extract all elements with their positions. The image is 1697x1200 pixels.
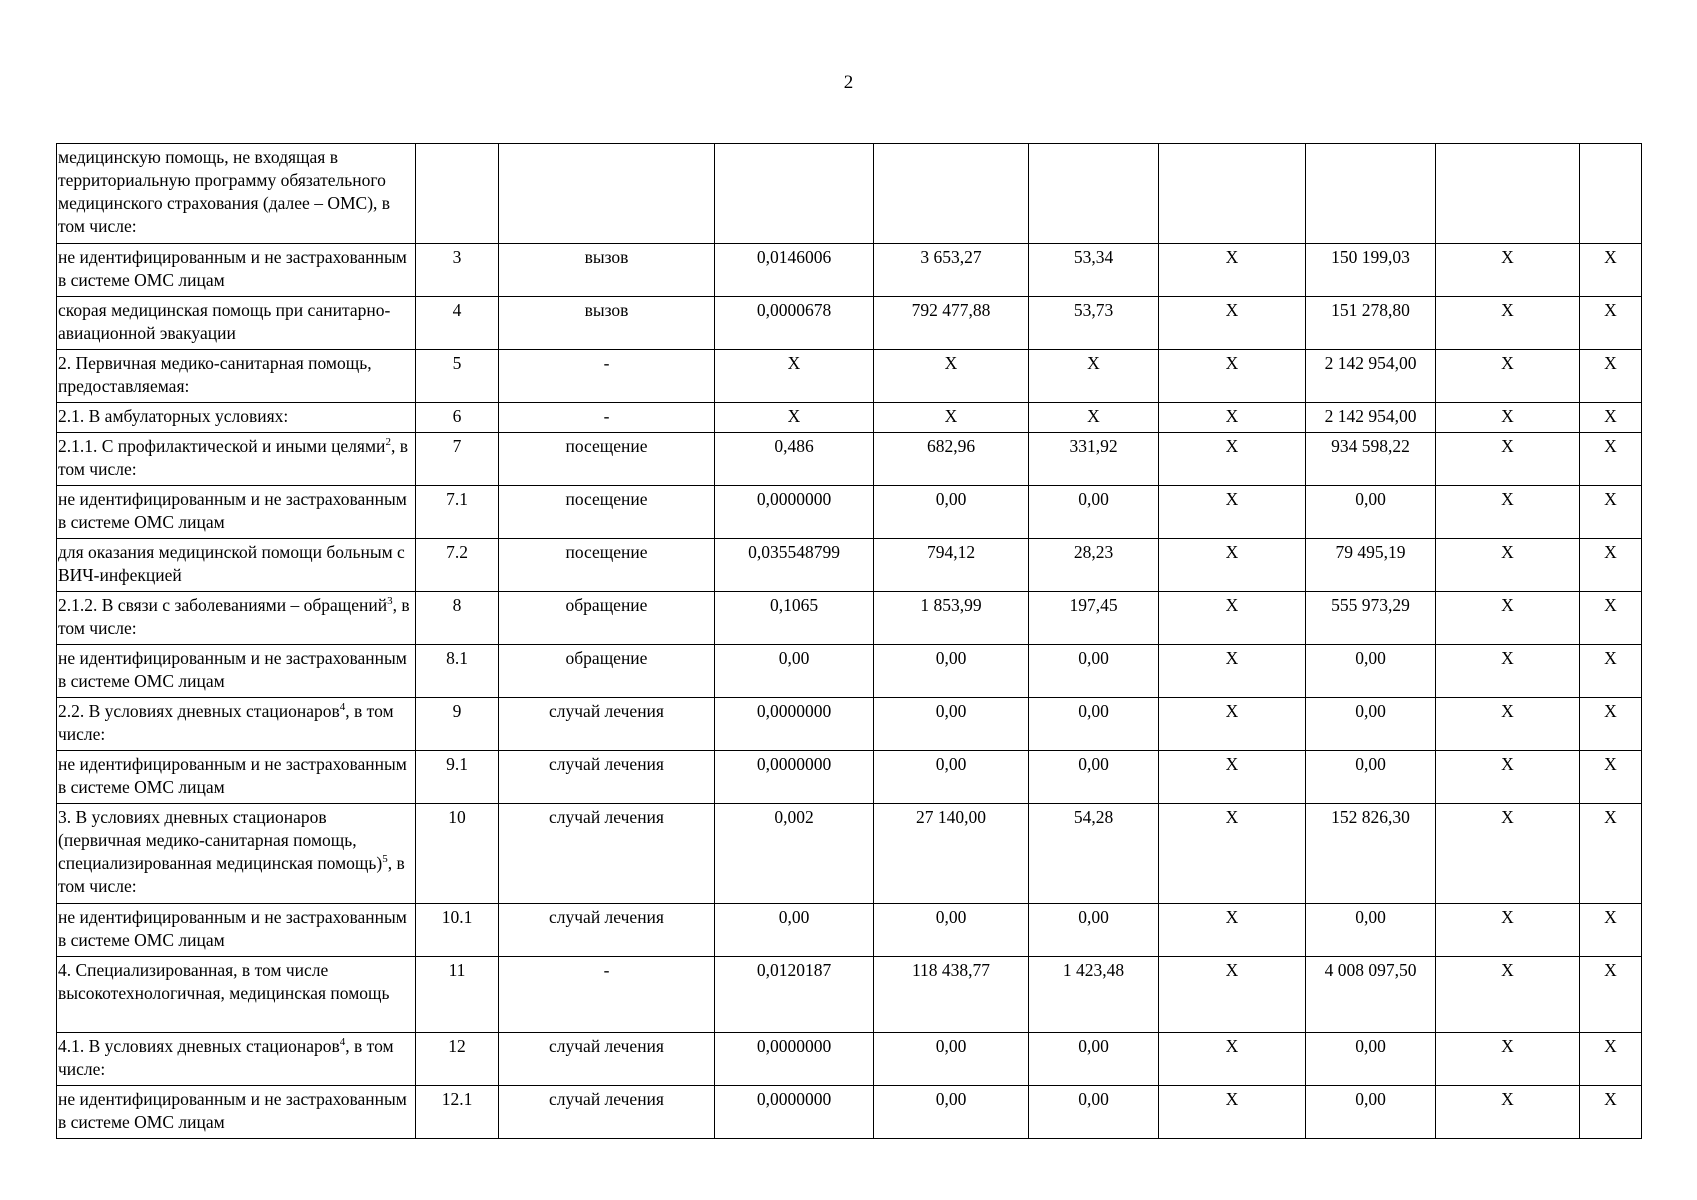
- cost-per-unit-cell: 3 653,27: [874, 244, 1029, 297]
- line-number-cell: 7.1: [416, 486, 499, 539]
- table-row: [57, 486, 1642, 539]
- row-name-cell: [57, 539, 416, 592]
- share-cell: X: [1580, 1033, 1642, 1086]
- row-name-text: не идентифицированным и не застрахованным в системе ОМС лицам: [58, 1089, 407, 1132]
- line-number-cell: 7.2: [416, 539, 499, 592]
- unit-cell: [499, 144, 715, 244]
- oms-total-cell: X: [1436, 1033, 1580, 1086]
- row-name-text: не идентифицированным и не застрахованным в системе ОМС лицам: [58, 907, 407, 950]
- oms-total-cell: X: [1436, 957, 1580, 1033]
- share-cell: X: [1580, 904, 1642, 957]
- row-name-text: 3. В условиях дневных стационаров (первичная медико-санитарная помощь, специализированная медицинская помощь): [58, 807, 383, 873]
- total-budget-cell: 4 008 097,50: [1306, 957, 1436, 1033]
- unit-cell: посещение: [499, 433, 715, 486]
- total-budget-cell: [1306, 144, 1436, 244]
- per-capita-cell: X: [1029, 403, 1159, 433]
- row-name-text: не идентифицированным и не застрахованным в системе ОМС лицам: [58, 247, 407, 290]
- oms-per-capita-cell: X: [1159, 433, 1306, 486]
- table-row: [57, 144, 1642, 244]
- cost-per-unit-cell: 0,00: [874, 751, 1029, 804]
- oms-total-cell: [1436, 144, 1580, 244]
- data-table: [56, 143, 1642, 1139]
- line-number-cell: 8.1: [416, 645, 499, 698]
- share-cell: X: [1580, 751, 1642, 804]
- row-name-text: не идентифицированным и не застрахованным в системе ОМС лицам: [58, 489, 407, 532]
- line-number-cell: [416, 144, 499, 244]
- oms-per-capita-cell: X: [1159, 804, 1306, 904]
- line-number-cell: 11: [416, 957, 499, 1033]
- row-name-text: 2. Первичная медико-санитарная помощь, предоставляемая:: [58, 353, 372, 396]
- row-name-suffix: , в том числе:: [58, 1036, 394, 1079]
- per-capita-cell: 28,23: [1029, 539, 1159, 592]
- total-budget-cell: 152 826,30: [1306, 804, 1436, 904]
- unit-cell: случай лечения: [499, 1033, 715, 1086]
- volume-cell: 0,1065: [715, 592, 874, 645]
- table-row: [57, 433, 1642, 486]
- oms-total-cell: X: [1436, 486, 1580, 539]
- cost-per-unit-cell: 792 477,88: [874, 297, 1029, 350]
- footnote-marker: 5: [382, 853, 388, 866]
- table-row: [57, 751, 1642, 804]
- per-capita-cell: 331,92: [1029, 433, 1159, 486]
- per-capita-cell: 197,45: [1029, 592, 1159, 645]
- per-capita-cell: 0,00: [1029, 486, 1159, 539]
- unit-cell: -: [499, 350, 715, 403]
- line-number-cell: 12.1: [416, 1086, 499, 1139]
- line-number-cell: 9.1: [416, 751, 499, 804]
- row-name-text: 4.1. В условиях дневных стационаров: [58, 1036, 340, 1056]
- total-budget-cell: 79 495,19: [1306, 539, 1436, 592]
- total-budget-cell: 0,00: [1306, 1033, 1436, 1086]
- line-number-cell: 8: [416, 592, 499, 645]
- oms-total-cell: X: [1436, 904, 1580, 957]
- total-budget-cell: 934 598,22: [1306, 433, 1436, 486]
- per-capita-cell: [1029, 144, 1159, 244]
- oms-per-capita-cell: X: [1159, 645, 1306, 698]
- share-cell: X: [1580, 1086, 1642, 1139]
- row-name-cell: [57, 645, 416, 698]
- per-capita-cell: 54,28: [1029, 804, 1159, 904]
- row-name-cell: [57, 144, 416, 244]
- cost-per-unit-cell: 0,00: [874, 486, 1029, 539]
- row-name-text: не идентифицированным и не застрахованным в системе ОМС лицам: [58, 754, 407, 797]
- per-capita-cell: 0,00: [1029, 904, 1159, 957]
- total-budget-cell: 0,00: [1306, 751, 1436, 804]
- oms-total-cell: X: [1436, 433, 1580, 486]
- cost-per-unit-cell: 1 853,99: [874, 592, 1029, 645]
- share-cell: [1580, 144, 1642, 244]
- row-name-cell: [57, 751, 416, 804]
- volume-cell: X: [715, 350, 874, 403]
- row-name-text: скорая медицинская помощь при санитарно-авиационной эвакуации: [58, 300, 391, 343]
- row-name-suffix: , в том числе:: [58, 853, 405, 896]
- line-number-cell: 3: [416, 244, 499, 297]
- table-row: [57, 403, 1642, 433]
- volume-cell: 0,0000000: [715, 698, 874, 751]
- share-cell: X: [1580, 297, 1642, 350]
- cost-per-unit-cell: [874, 144, 1029, 244]
- row-name-text: 4. Специализированная, в том числе высокотехнологичная, медицинская помощь: [58, 960, 390, 1003]
- row-name-text: 2.1.1. С профилактической и иными целями: [58, 436, 386, 456]
- share-cell: X: [1580, 486, 1642, 539]
- cost-per-unit-cell: 118 438,77: [874, 957, 1029, 1033]
- oms-per-capita-cell: X: [1159, 244, 1306, 297]
- table-row: [57, 1086, 1642, 1139]
- total-budget-cell: 150 199,03: [1306, 244, 1436, 297]
- table-row: [57, 244, 1642, 297]
- table-row: [57, 698, 1642, 751]
- total-budget-cell: 151 278,80: [1306, 297, 1436, 350]
- unit-cell: случай лечения: [499, 804, 715, 904]
- line-number-cell: 10.1: [416, 904, 499, 957]
- volume-cell: 0,0000000: [715, 751, 874, 804]
- cost-per-unit-cell: 27 140,00: [874, 804, 1029, 904]
- line-number-cell: 7: [416, 433, 499, 486]
- volume-cell: 0,0000000: [715, 1086, 874, 1139]
- oms-per-capita-cell: X: [1159, 350, 1306, 403]
- volume-cell: 0,0000678: [715, 297, 874, 350]
- table-row: [57, 350, 1642, 403]
- total-budget-cell: 555 973,29: [1306, 592, 1436, 645]
- oms-total-cell: X: [1436, 403, 1580, 433]
- oms-total-cell: X: [1436, 698, 1580, 751]
- row-name-suffix: , в том числе:: [58, 701, 394, 744]
- oms-per-capita-cell: X: [1159, 751, 1306, 804]
- total-budget-cell: 0,00: [1306, 486, 1436, 539]
- volume-cell: 0,035548799: [715, 539, 874, 592]
- unit-cell: -: [499, 403, 715, 433]
- share-cell: X: [1580, 350, 1642, 403]
- unit-cell: обращение: [499, 592, 715, 645]
- line-number-cell: 4: [416, 297, 499, 350]
- cost-per-unit-cell: 682,96: [874, 433, 1029, 486]
- unit-cell: случай лечения: [499, 1086, 715, 1139]
- total-budget-cell: 2 142 954,00: [1306, 403, 1436, 433]
- footnote-marker: 3: [387, 595, 393, 608]
- unit-cell: вызов: [499, 297, 715, 350]
- oms-total-cell: X: [1436, 645, 1580, 698]
- table-row: [57, 297, 1642, 350]
- per-capita-cell: 0,00: [1029, 645, 1159, 698]
- share-cell: X: [1580, 539, 1642, 592]
- volume-cell: 0,002: [715, 804, 874, 904]
- footnote-marker: 2: [385, 436, 391, 449]
- row-name-cell: [57, 244, 416, 297]
- share-cell: X: [1580, 244, 1642, 297]
- line-number-cell: 12: [416, 1033, 499, 1086]
- line-number-cell: 10: [416, 804, 499, 904]
- volume-cell: 0,00: [715, 645, 874, 698]
- row-name-text: 2.1.2. В связи с заболеваниями – обращений: [58, 595, 388, 615]
- row-name-cell: [57, 486, 416, 539]
- share-cell: X: [1580, 698, 1642, 751]
- row-name-cell: [57, 804, 416, 904]
- row-name-text: 2.2. В условиях дневных стационаров: [58, 701, 340, 721]
- volume-cell: 0,0120187: [715, 957, 874, 1033]
- row-name-cell: [57, 1086, 416, 1139]
- per-capita-cell: 0,00: [1029, 698, 1159, 751]
- line-number-cell: 9: [416, 698, 499, 751]
- per-capita-cell: 0,00: [1029, 751, 1159, 804]
- unit-cell: посещение: [499, 539, 715, 592]
- row-name-cell: [57, 297, 416, 350]
- footnote-marker: 4: [339, 1036, 346, 1049]
- table-row: [57, 645, 1642, 698]
- row-name-text: 2.1. В амбулаторных условиях:: [58, 406, 289, 426]
- unit-cell: посещение: [499, 486, 715, 539]
- volume-cell: [715, 144, 874, 244]
- table-row: [57, 957, 1642, 1033]
- oms-per-capita-cell: X: [1159, 403, 1306, 433]
- oms-per-capita-cell: X: [1159, 1086, 1306, 1139]
- total-budget-cell: 0,00: [1306, 698, 1436, 751]
- row-name-cell: [57, 957, 416, 1033]
- oms-total-cell: X: [1436, 244, 1580, 297]
- row-name-cell: [57, 403, 416, 433]
- oms-per-capita-cell: X: [1159, 904, 1306, 957]
- volume-cell: X: [715, 403, 874, 433]
- per-capita-cell: X: [1029, 350, 1159, 403]
- unit-cell: -: [499, 957, 715, 1033]
- cost-per-unit-cell: 794,12: [874, 539, 1029, 592]
- per-capita-cell: 53,73: [1029, 297, 1159, 350]
- unit-cell: вызов: [499, 244, 715, 297]
- share-cell: X: [1580, 433, 1642, 486]
- row-name-cell: [57, 698, 416, 751]
- table-row: [57, 592, 1642, 645]
- table-row: [57, 904, 1642, 957]
- oms-per-capita-cell: [1159, 144, 1306, 244]
- cost-per-unit-cell: X: [874, 403, 1029, 433]
- volume-cell: 0,486: [715, 433, 874, 486]
- row-name-text: не идентифицированным и не застрахованным в системе ОМС лицам: [58, 648, 407, 691]
- oms-per-capita-cell: X: [1159, 539, 1306, 592]
- cost-per-unit-cell: X: [874, 350, 1029, 403]
- line-number-cell: 5: [416, 350, 499, 403]
- cost-per-unit-cell: 0,00: [874, 904, 1029, 957]
- total-budget-cell: 0,00: [1306, 1086, 1436, 1139]
- unit-cell: случай лечения: [499, 751, 715, 804]
- oms-per-capita-cell: X: [1159, 1033, 1306, 1086]
- total-budget-cell: 0,00: [1306, 904, 1436, 957]
- oms-per-capita-cell: X: [1159, 486, 1306, 539]
- share-cell: X: [1580, 957, 1642, 1033]
- oms-total-cell: X: [1436, 751, 1580, 804]
- oms-total-cell: X: [1436, 592, 1580, 645]
- oms-total-cell: X: [1436, 297, 1580, 350]
- cost-per-unit-cell: 0,00: [874, 698, 1029, 751]
- per-capita-cell: 53,34: [1029, 244, 1159, 297]
- volume-cell: 0,00: [715, 904, 874, 957]
- share-cell: X: [1580, 403, 1642, 433]
- row-name-cell: [57, 592, 416, 645]
- row-name-text: для оказания медицинской помощи больным с ВИЧ-инфекцией: [58, 542, 405, 585]
- oms-per-capita-cell: X: [1159, 592, 1306, 645]
- volume-cell: 0,0000000: [715, 486, 874, 539]
- row-name-cell: [57, 904, 416, 957]
- oms-per-capita-cell: X: [1159, 297, 1306, 350]
- row-name-text: медицинскую помощь, не входящая в территориальную программу обязательного медицинского страхования (далее – ОМС), в том числе:: [58, 147, 391, 236]
- oms-total-cell: X: [1436, 1086, 1580, 1139]
- oms-per-capita-cell: X: [1159, 957, 1306, 1033]
- cost-per-unit-cell: 0,00: [874, 1033, 1029, 1086]
- cost-per-unit-cell: 0,00: [874, 645, 1029, 698]
- volume-cell: 0,0146006: [715, 244, 874, 297]
- table-row: [57, 804, 1642, 904]
- per-capita-cell: 0,00: [1029, 1086, 1159, 1139]
- oms-total-cell: X: [1436, 539, 1580, 592]
- per-capita-cell: 0,00: [1029, 1033, 1159, 1086]
- oms-per-capita-cell: X: [1159, 698, 1306, 751]
- share-cell: X: [1580, 804, 1642, 904]
- table-row: [57, 1033, 1642, 1086]
- per-capita-cell: 1 423,48: [1029, 957, 1159, 1033]
- oms-total-cell: X: [1436, 350, 1580, 403]
- unit-cell: случай лечения: [499, 904, 715, 957]
- share-cell: X: [1580, 592, 1642, 645]
- unit-cell: случай лечения: [499, 698, 715, 751]
- row-name-cell: [57, 350, 416, 403]
- cost-per-unit-cell: 0,00: [874, 1086, 1029, 1139]
- share-cell: X: [1580, 645, 1642, 698]
- footnote-marker: 4: [339, 701, 346, 714]
- row-name-cell: [57, 433, 416, 486]
- row-name-suffix: , в том числе:: [58, 436, 408, 479]
- row-name-suffix: , в том числе:: [58, 595, 410, 638]
- page-number: 2: [843, 72, 854, 93]
- volume-cell: 0,0000000: [715, 1033, 874, 1086]
- line-number-cell: 6: [416, 403, 499, 433]
- table-row: [57, 539, 1642, 592]
- row-name-cell: [57, 1033, 416, 1086]
- total-budget-cell: 2 142 954,00: [1306, 350, 1436, 403]
- total-budget-cell: 0,00: [1306, 645, 1436, 698]
- oms-total-cell: X: [1436, 804, 1580, 904]
- unit-cell: обращение: [499, 645, 715, 698]
